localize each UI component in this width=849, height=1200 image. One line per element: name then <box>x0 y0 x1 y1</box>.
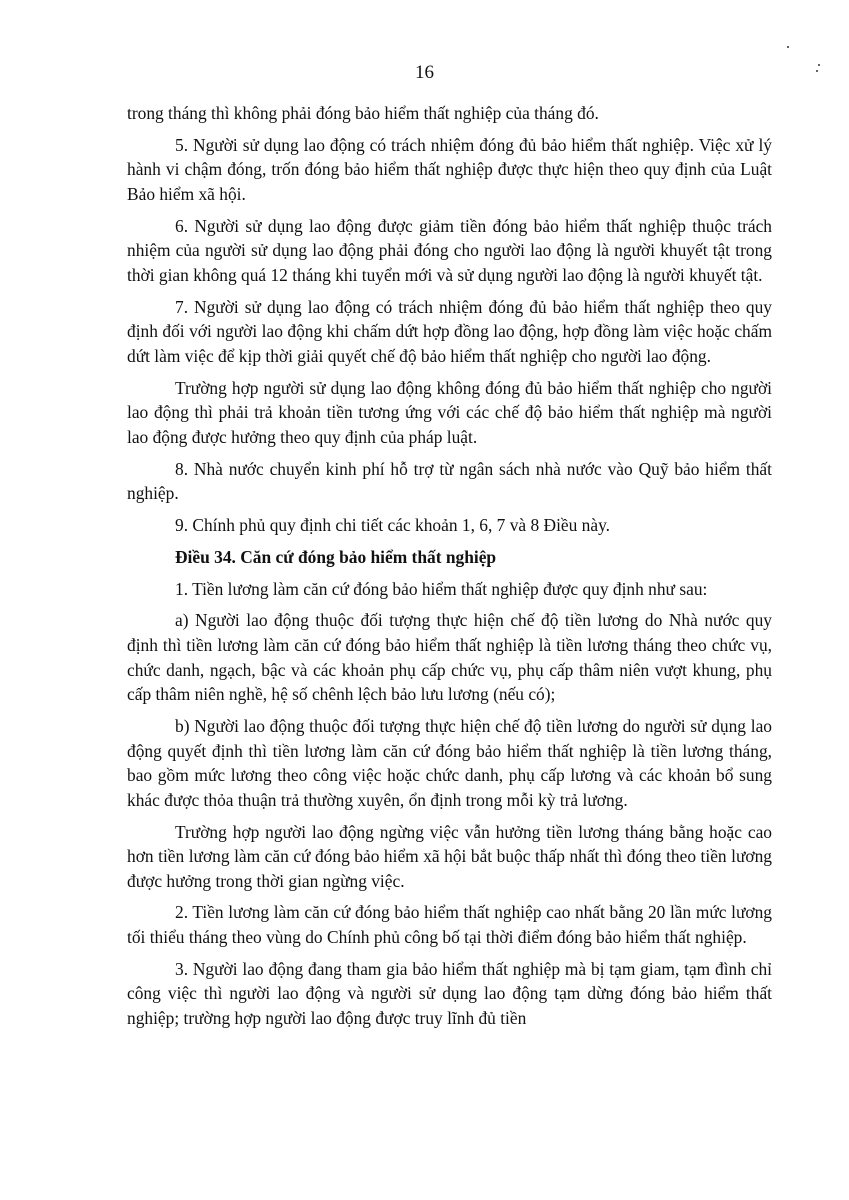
clause-9: 9. Chính phủ quy định chi tiết các khoản 1, 6, 7 và 8 Điều này. <box>175 515 611 536</box>
clause-5: 5. Người sử dụng lao động có trách nhiệm đóng đủ bảo hiểm thất nghiệp. Việc xử lý hành vi chậm đóng, trốn đóng bảo hiểm thất nghiệp được thực hiện theo quy định của Luật Bảo hiểm xã hội. <box>127 134 772 204</box>
scan-speck <box>818 64 820 66</box>
page-number: 16 <box>415 62 434 83</box>
clause-8: 8. Nhà nước chuyển kinh phí hỗ trợ từ ngân sách nhà nước vào Quỹ bảo hiểm thất nghiệp. <box>127 458 772 504</box>
article-34-point-a: a) Người lao động thuộc đối tượng thực hiện chế độ tiền lương do Nhà nước quy định thì tiền lương làm căn cứ đóng bảo hiểm thất nghiệp là tiền lương tháng theo chức vụ, chức danh, ngạch, bậc và các khoản phụ cấp chức vụ, phụ cấp thâm niên vượt khung, phụ cấp thâm niên nghề, hệ số chênh lệch bảo lưu lương (nếu có); <box>127 610 772 705</box>
article-34-clause-3: 3. Người lao động đang tham gia bảo hiểm thất nghiệp mà bị tạm giam, tạm đình chỉ công việc thì người lao động và người sử dụng lao động tạm dừng đóng bảo hiểm thất nghiệp; trường hợp người lao động được truy lĩnh đủ tiền <box>127 958 772 1029</box>
document-body <box>127 101 772 1038</box>
clause-7: 7. Người sử dụng lao động có trách nhiệm đóng đủ bảo hiểm thất nghiệp theo quy định đối với người lao động khi chấm dứt hợp đồng lao động, hợp đồng làm việc hoặc chấm dứt làm việc để kịp thời giải quyết chế độ bảo hiểm thất nghiệp cho người lao động. <box>127 296 772 366</box>
article-34-clause-2: 2. Tiền lương làm căn cứ đóng bảo hiểm thất nghiệp cao nhất bằng 20 lần mức lương tối thiểu tháng theo vùng do Chính phủ công bố tại thời điểm đóng bảo hiểm thất nghiệp. <box>127 902 772 948</box>
scan-speck <box>816 70 818 72</box>
article-34-clause-1: 1. Tiền lương làm căn cứ đóng bảo hiểm thất nghiệp được quy định như sau: <box>175 578 708 599</box>
scan-speck <box>787 46 789 48</box>
article-34-note: Trường hợp người lao động ngừng việc vẫn hưởng tiền lương tháng bằng hoặc cao hơn tiền lương làm căn cứ đóng bảo hiểm xã hội bắt buộc thấp nhất thì đóng theo tiền lương được hưởng trong thời gian ngừng việc. <box>127 821 772 891</box>
article-34-point-b: b) Người lao động thuộc đối tượng thực hiện chế độ tiền lương do người sử dụng lao động quyết định thì tiền lương làm căn cứ đóng bảo hiểm thất nghiệp là tiền lương tháng, bao gồm mức lương theo công việc hoặc chức danh, phụ cấp lương và các khoản bổ sung khác được thỏa thuận trả thường xuyên, ổn định trong mỗi kỳ trả lương. <box>127 715 772 810</box>
clause-7-note: Trường hợp người sử dụng lao động không đóng đủ bảo hiểm thất nghiệp cho người lao động thì phải trả khoản tiền tương ứng với các chế độ bảo hiểm thất nghiệp mà người lao động được hưởng theo quy định của pháp luật. <box>127 377 772 447</box>
clause-6: 6. Người sử dụng lao động được giảm tiền đóng bảo hiểm thất nghiệp thuộc trách nhiệm của người sử dụng lao động phải đóng cho người lao động là người khuyết tật trong thời gian không quá 12 tháng khi tuyển mới và sử dụng người lao động là người khuyết tật. <box>127 215 772 285</box>
paragraph-continuation: trong tháng thì không phải đóng bảo hiểm thất nghiệp của tháng đó. <box>127 103 599 123</box>
article-34-heading: Điều 34. Căn cứ đóng bảo hiểm thất nghiệp <box>175 546 497 567</box>
